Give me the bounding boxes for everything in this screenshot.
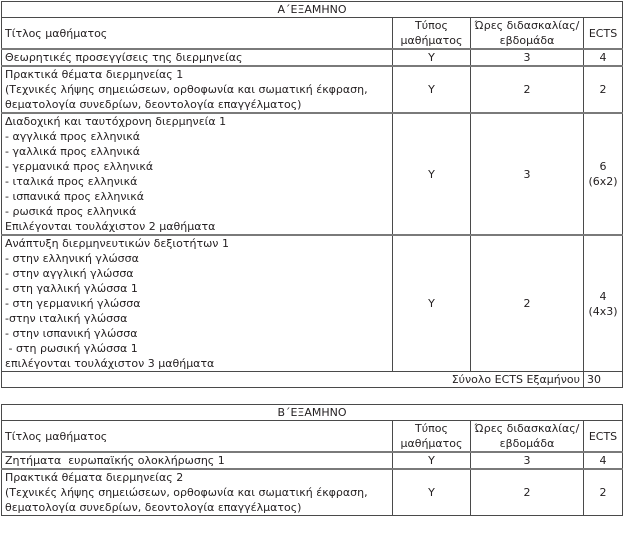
course-title-line: (Τεχνικές λήψης σημειώσεων, ορθοφωνία και σωματική έκφραση, [5, 83, 368, 96]
total-value: 30 [584, 372, 623, 388]
header-course-type [393, 18, 471, 50]
header-ects: ECTS [584, 18, 623, 50]
course-option-line: - στη ρωσική γλώσσα 1 [5, 342, 138, 355]
course-option-line: - ιταλικά προς ελληνικά [5, 175, 138, 188]
table-row [2, 49, 623, 66]
course-option-line: - στην ελληνική γλώσσα [5, 252, 139, 265]
header-course-title: Τίτλος μαθήματος [2, 421, 393, 453]
course-type: Υ [393, 452, 471, 469]
course-hours: 2 [471, 235, 584, 372]
total-label: Σύνολο ECTS Εξαμήνου [2, 372, 584, 388]
ects-note: (4x3) [588, 304, 618, 318]
course-type: Υ [393, 113, 471, 235]
course-title [2, 235, 393, 372]
course-option-line: - στην ισπανική γλώσσα [5, 327, 138, 340]
table-row [2, 113, 623, 235]
course-option-line: - στη γαλλική γλώσσα 1 [5, 282, 138, 295]
ects-value: 6 [599, 160, 607, 173]
course-option-line: - ρωσικά προς ελληνικά [5, 205, 137, 218]
course-option-line: -στην ιταλική γλώσσα [5, 312, 128, 325]
course-hours: 3 [471, 452, 584, 469]
course-title-line: Ζητήματα ευρωπαϊκής ολοκλήρωσης 1 [5, 454, 225, 467]
course-title-line: Πρακτικά θέματα διερμηνείας 2 [5, 471, 184, 484]
course-title-line: Διαδοχική και ταυτόχρονη διερμηνεία 1 [5, 115, 227, 128]
header-hours-line: εβδομάδα [499, 437, 555, 450]
semester-title: Α΄ΕΞΑΜΗΝΟ [2, 2, 623, 18]
course-option-line: - ισπανικά προς ελληνικά [5, 190, 144, 203]
course-title-line: Θεωρητικές προσεγγίσεις της διερμηνείας [5, 51, 243, 64]
course-hours: 2 [471, 469, 584, 516]
header-course-title: Τίτλος μαθήματος [2, 18, 393, 50]
course-type: Υ [393, 235, 471, 372]
course-ects: 2 [584, 469, 623, 516]
semester-title: Β΄ΕΞΑΜΗΝΟ [2, 405, 623, 421]
course-title-line: θεματολογία συνεδρίων, δεοντολογία επαγγέλματος) [5, 98, 302, 111]
total-row [2, 372, 623, 388]
semester-b-table [1, 404, 623, 516]
course-option-line: - αγγλικά προς ελληνικά [5, 130, 141, 143]
course-ects [584, 113, 623, 235]
course-hours: 3 [471, 49, 584, 66]
course-ects: 4 [584, 49, 623, 66]
course-title [2, 113, 393, 235]
header-type-line: μαθήματος [400, 34, 463, 47]
course-type: Υ [393, 66, 471, 113]
course-type: Υ [393, 49, 471, 66]
course-hours: 2 [471, 66, 584, 113]
header-hours-line: εβδομάδα [499, 34, 555, 47]
header-type-line: μαθήματος [400, 437, 463, 450]
course-title-line: Πρακτικά θέματα διερμηνείας 1 [5, 68, 184, 81]
course-hours: 3 [471, 113, 584, 235]
ects-note: (6x2) [588, 175, 618, 188]
course-option-line: - στην αγγλική γλώσσα [5, 267, 134, 280]
header-course-type [393, 421, 471, 453]
course-title [2, 49, 393, 66]
course-ects [584, 235, 623, 372]
header-type-line: Τύπος [415, 19, 448, 32]
course-title-line: Ανάπτυξη διερμηνευτικών δεξιοτήτων 1 [5, 237, 229, 250]
header-hours [471, 18, 584, 50]
header-hours-line: Ώρες διδασκαλίας/ [474, 422, 580, 435]
semester-a-table [1, 1, 623, 388]
header-type-line: Τύπος [415, 422, 448, 435]
course-ects: 4 [584, 452, 623, 469]
table-row [2, 66, 623, 113]
course-title-line: (Τεχνικές λήψης σημειώσεων, ορθοφωνία και σωματική έκφραση, [5, 486, 368, 499]
course-option-line: - γαλλικά προς ελληνικά [5, 145, 141, 158]
table-row [2, 469, 623, 516]
course-note-line: επιλέγονται τουλάχιστον 3 μαθήματα [5, 357, 215, 370]
course-title [2, 469, 393, 516]
course-title [2, 452, 393, 469]
course-option-line: - στη γερμανική γλώσσα [5, 297, 141, 310]
course-ects: 2 [584, 66, 623, 113]
course-title-line: θεματολογία συνεδρίων, δεοντολογία επαγγέλματος) [5, 501, 302, 514]
header-hours [471, 421, 584, 453]
ects-value: 4 [599, 289, 607, 303]
course-note-line: Επιλέγονται τουλάχιστον 2 μαθήματα [5, 220, 216, 233]
course-title [2, 66, 393, 113]
header-hours-line: Ώρες διδασκαλίας/ [474, 19, 580, 32]
table-row [2, 452, 623, 469]
header-ects: ECTS [584, 421, 623, 453]
table-row [2, 235, 623, 372]
course-type: Υ [393, 469, 471, 516]
course-option-line: - γερμανικά προς ελληνικά [5, 160, 154, 173]
